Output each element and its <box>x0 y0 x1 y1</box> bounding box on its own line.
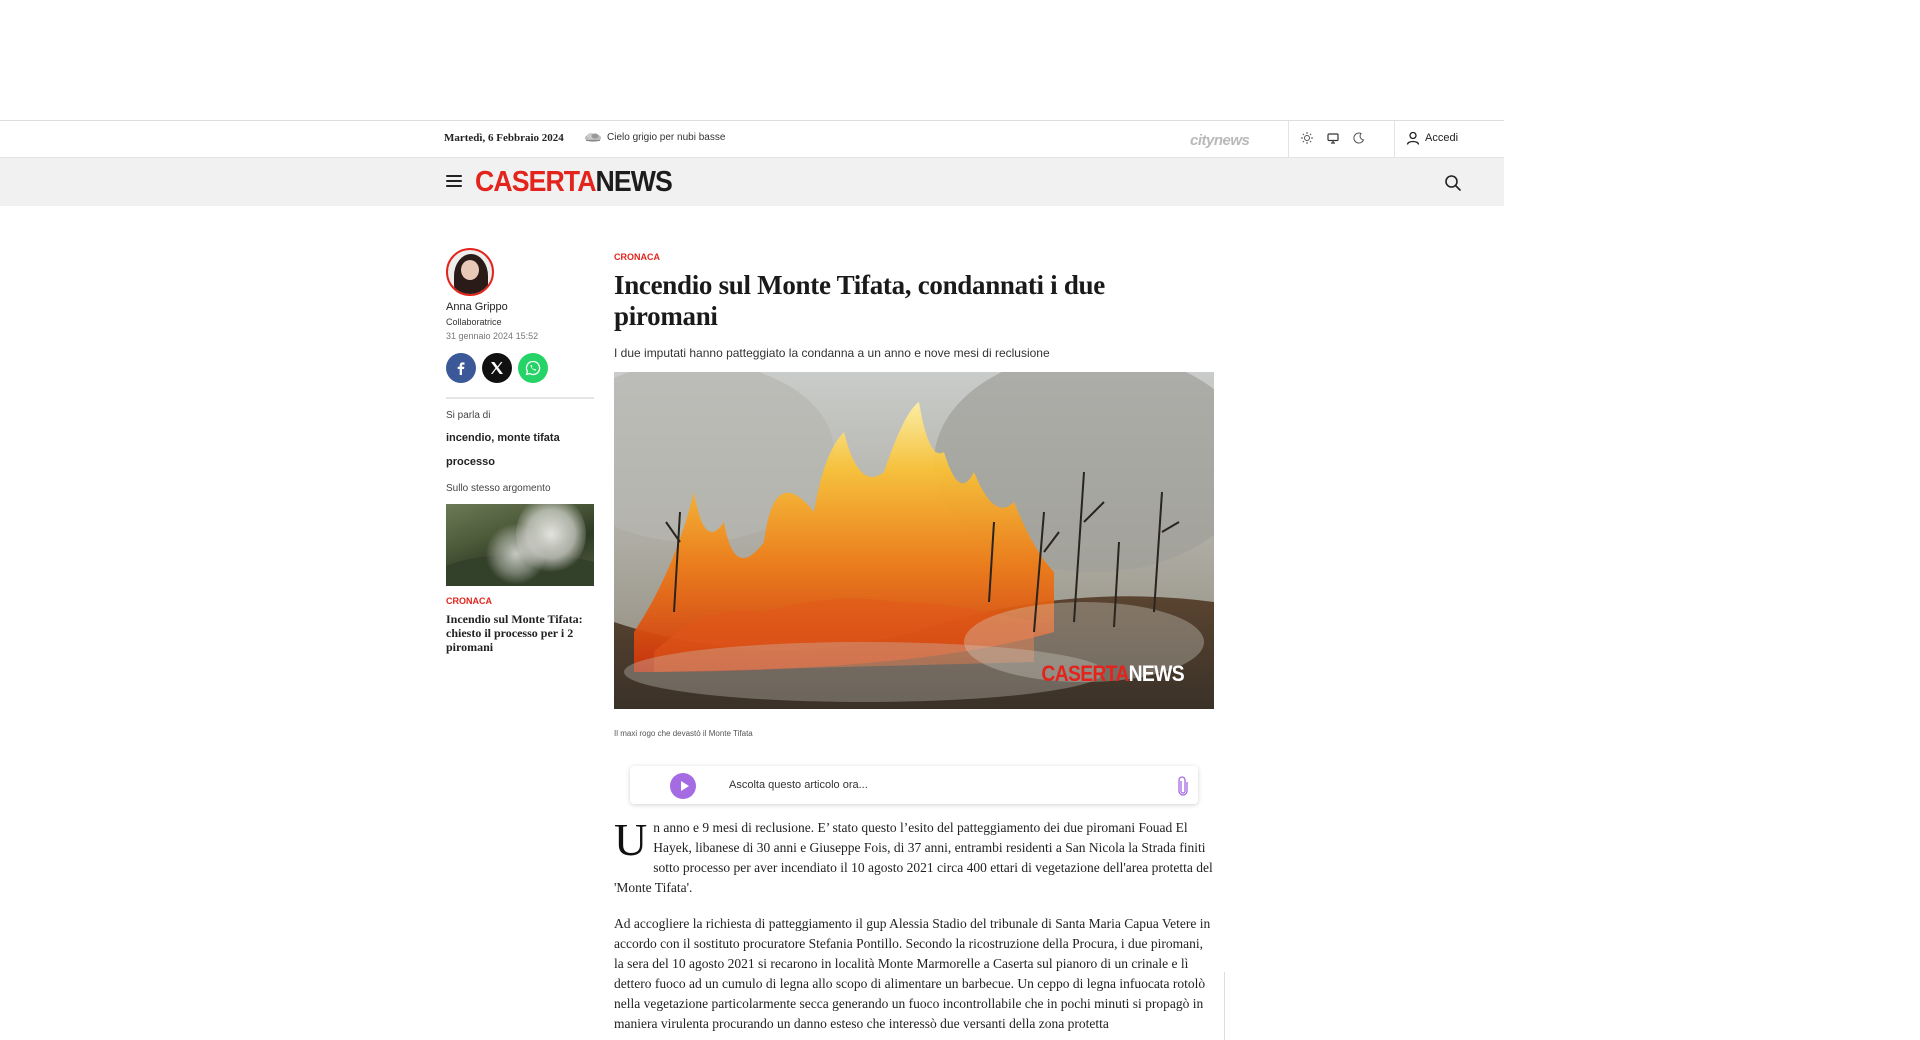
tag-item[interactable]: incendio <box>446 432 492 444</box>
divider <box>1288 121 1289 158</box>
audio-label: Ascolta questo articolo ora... <box>729 779 868 791</box>
article-paragraph: Ad accogliere la richiesta di patteggiamento il gup Alessia Stadio del tribunale di Santa Maria Capua Vetere in accordo con il sostituto procuratore Stefania Pontillo. Secondo la ricostruzione della Procura, i due piromani, la sera del 10 agosto 2021 si recarono in località Monte Marmorelle a Caserta sul pianoro di un crinale e lì dettero fuoco ad un cumulo di legna allo scopo di alimentare un barbecue. Un ceppo di legna infuocata rotolò nella vegetazione particolarmente secca generando un fuoco incontrollabile che in pochi minuti si propagò in maniera virulenta procurando un danno esteso che interessò due versanti della zona protetta <box>614 916 1211 1031</box>
tag-list <box>446 421 596 469</box>
weather-widget[interactable] <box>584 131 725 143</box>
monitor-icon[interactable] <box>1326 131 1340 145</box>
audio-player[interactable] <box>630 766 1198 804</box>
x-share-button[interactable] <box>482 353 512 383</box>
fire-illustration <box>614 372 1214 709</box>
menu-icon[interactable] <box>446 175 462 189</box>
divider <box>1394 121 1395 158</box>
current-date: Martedì, 6 Febbraio 2024 <box>444 132 564 144</box>
top-bar <box>0 120 1504 158</box>
facebook-share-button[interactable] <box>446 353 476 383</box>
article-paragraph-text: n anno e 9 mesi di reclusione. E’ stato questo l’esito del patteggiamento dei due piromani Fouad El Hayek, libanese di 30 anni e Giuseppe Fois, di 37 anni, entrambi residenti a San Nicola la Strada finiti sotto processo per aver incendiato il 10 agosto 2021 circa 400 ettari di vegetazione dell'area protetta del 'Monte Tifata'. <box>614 820 1213 895</box>
article-main <box>614 252 1214 738</box>
theme-switcher <box>1300 131 1366 145</box>
play-icon[interactable] <box>670 773 696 799</box>
login-label: Accedi <box>1425 132 1459 144</box>
weather-label: Cielo grigio per nubi basse <box>607 131 726 143</box>
citynews-logo-text: citynews <box>1190 131 1250 149</box>
citynews-logo[interactable] <box>1190 127 1249 153</box>
x-icon <box>490 361 504 375</box>
author-sidebar <box>446 248 596 654</box>
site-logo-part2: NEWS <box>595 166 672 198</box>
moon-icon[interactable] <box>1352 131 1366 145</box>
image-watermark-part2: NEWS <box>1128 661 1184 686</box>
publish-date: 31 gennaio 2024 15:52 <box>446 331 539 341</box>
cloud-icon <box>584 131 602 143</box>
author-name[interactable]: Anna Grippo <box>446 301 508 313</box>
related-article-category[interactable]: CRONACA <box>446 596 492 606</box>
dropcap: U <box>614 814 648 865</box>
related-article-title[interactable]: Incendio sul Monte Tifata: chiesto il processo per i 2 piromani <box>446 612 583 654</box>
ad-space <box>0 0 1920 120</box>
article-hero-image[interactable] <box>614 372 1214 709</box>
search-icon[interactable] <box>1444 174 1462 192</box>
tag-separator: , <box>491 432 498 444</box>
tag-item[interactable]: monte tifata <box>497 432 560 444</box>
whatsapp-share-button[interactable] <box>518 353 548 383</box>
paperclip-icon[interactable] <box>1177 776 1189 796</box>
related-article-image[interactable] <box>446 504 594 586</box>
whatsapp-icon <box>525 360 541 376</box>
site-header <box>0 158 1504 206</box>
sidebar-divider <box>446 397 594 399</box>
sun-icon[interactable] <box>1300 131 1314 145</box>
article-title: Incendio sul Monte Tifata, condannati i due piromani <box>614 270 1105 331</box>
site-logo[interactable] <box>475 167 672 197</box>
image-caption: Il maxi rogo che devastò il Monte Tifata <box>614 729 753 738</box>
avatar[interactable] <box>446 248 494 296</box>
article-paragraph <box>614 814 1214 898</box>
tags-label: Si parla di <box>446 410 491 421</box>
article-subtitle: I due imputati hanno patteggiato la condanna a un anno e nove mesi di reclusione <box>614 346 1050 360</box>
article-body <box>614 814 1214 1040</box>
related-label: Sullo stesso argomento <box>446 483 551 494</box>
image-watermark <box>1042 661 1184 687</box>
site-logo-part1: CASERTA <box>475 166 596 198</box>
author-role: Collaboratrice <box>446 317 502 327</box>
article-category[interactable]: CRONACA <box>614 252 660 262</box>
share-buttons <box>446 353 596 383</box>
user-icon <box>1406 131 1420 145</box>
login-button[interactable] <box>1406 131 1458 145</box>
facebook-icon <box>454 361 468 375</box>
vertical-divider <box>1224 972 1225 1040</box>
image-watermark-part1: CASERTA <box>1041 661 1129 686</box>
tag-item[interactable]: processo <box>446 456 495 468</box>
